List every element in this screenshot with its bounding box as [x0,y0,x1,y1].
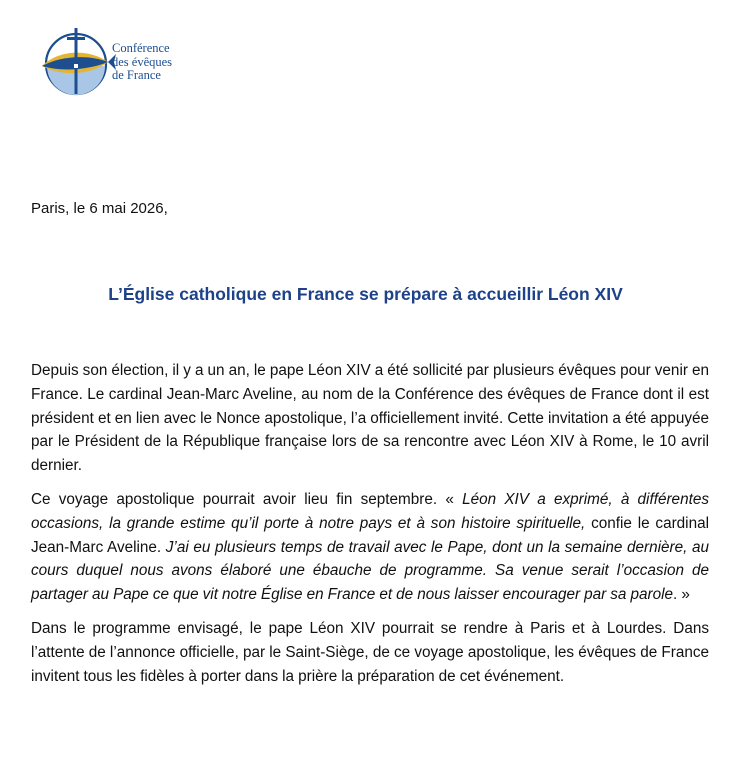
cross-fish-logo-icon [36,24,116,104]
logo-line-3: de France [112,68,161,82]
p2-intro: Ce voyage apostolique pourrait avoir lieu fin septembre. « [31,490,463,508]
cef-logo [36,24,196,104]
press-release-body [31,359,709,698]
p2-quote-1: Léon XIV a exprimé, à différentes occasions, la grande estime qu’il porte à notre pays et à son histoire spirituelle, [31,490,709,532]
p2-quote-2: J’ai eu plusieurs temps de travail avec le Pape, dont un la semaine dernière, au cours duquel nous avons élaboré une ébauche de programme. Sa venue serait l’occasion de partager au Pape ce que vit notre Église en France et de nous laisser encourager par sa parole [31,538,709,604]
paragraph-1: Depuis son élection, il y a un an, le pape Léon XIV a été sollicité par plusieurs évêques pour venir en France. Le cardinal Jean-Marc Aveline, au nom de la Conférence des évêques de France dont il est président et en lien avec le Nonce apostolique, l’a officiellement invité. Cette invitation a été appuyée par le Président de la République française lors de sa rencontre avec Léon XIV à Rome, le 10 avril dernier. [31,362,709,475]
date-line: Paris, le 6 mai 2026, [31,200,168,217]
p2-attribution: confie le cardinal Jean-Marc Aveline. [31,514,709,556]
press-release-title: L’Église catholique en France se prépare à accueillir Léon XIV [108,284,623,304]
logo-line-1: Conférence [112,41,170,55]
logo-line-2: des évêques [112,54,173,69]
p2-close: . » [673,586,690,604]
paragraph-2 [31,488,709,607]
paragraph-3: Dans le programme envisagé, le pape Léon XIV pourrait se rendre à Paris et à Lourdes. Dans l’attente de l’annonce officielle, par le Saint-Siège, de ce voyage apostolique, les évêques de France invitent tous les fidèles à porter dans la prière la préparation de cet événement. [31,619,709,685]
logo-text [112,42,172,83]
